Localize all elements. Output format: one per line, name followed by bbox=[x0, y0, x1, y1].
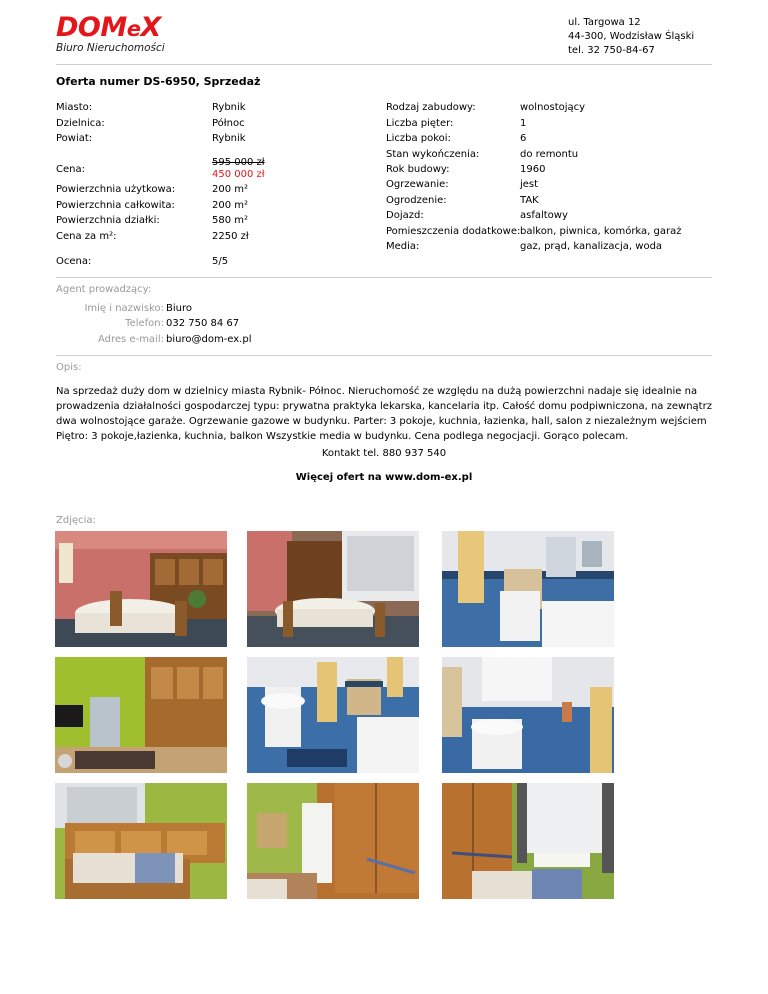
detail-label-district: Dzielnica: bbox=[56, 118, 105, 129]
detail-label-heating: Ogrzewanie: bbox=[386, 179, 449, 190]
detail-value-city: Rybnik bbox=[212, 102, 246, 113]
office-address bbox=[568, 16, 694, 58]
detail-value-utilities: gaz, prąd, kanalizacja, woda bbox=[520, 241, 663, 252]
header-divider bbox=[56, 64, 712, 65]
brand-logo bbox=[56, 14, 165, 54]
agent-phone: 032 750 84 67 bbox=[166, 318, 240, 329]
logo-tagline: Biuro Nieruchomości bbox=[56, 42, 165, 54]
photo-bathroom-1[interactable] bbox=[442, 531, 614, 647]
agent-phone-label: Telefon: bbox=[125, 318, 164, 329]
detail-label-utilities: Media: bbox=[386, 241, 420, 252]
photo-living-room-2[interactable] bbox=[247, 531, 419, 647]
detail-label-city: Miasto: bbox=[56, 102, 93, 113]
detail-value-year-built: 1960 bbox=[520, 164, 546, 175]
photo-bedroom-2[interactable] bbox=[55, 783, 227, 899]
photos-heading: Zdjęcia: bbox=[56, 515, 96, 526]
detail-label-extra-rooms: Pomieszczenia dodatkowe: bbox=[386, 226, 521, 237]
detail-label-year-built: Rok budowy: bbox=[386, 164, 450, 175]
detail-label-fence: Ogrodzenie: bbox=[386, 195, 447, 206]
detail-value-rooms: 6 bbox=[520, 133, 527, 144]
photo-bedroom-1[interactable] bbox=[55, 657, 227, 773]
new-price: 450 000 zł bbox=[212, 169, 265, 180]
detail-value-condition: do remontu bbox=[520, 149, 579, 160]
detail-value-county: Rybnik bbox=[212, 133, 246, 144]
price-label: Cena: bbox=[56, 164, 85, 175]
agent-email-label: Adres e-mail: bbox=[97, 334, 164, 345]
photo-bathroom-2[interactable] bbox=[247, 657, 419, 773]
detail-value-usable-area: 200 m² bbox=[212, 184, 249, 195]
photo-bedroom-3[interactable] bbox=[442, 783, 614, 899]
detail-value-fence: TAK bbox=[520, 195, 539, 206]
detail-value-extra-rooms: balkon, piwnica, komórka, garaż bbox=[520, 226, 682, 237]
address-street: ul. Targowa 12 bbox=[568, 17, 641, 28]
rating-label: Ocena: bbox=[56, 256, 92, 267]
photo-living-room-1[interactable] bbox=[55, 531, 227, 647]
offer-title: Oferta numer DS-6950, Sprzedaż bbox=[56, 75, 261, 88]
detail-label-county: Powiat: bbox=[56, 133, 93, 144]
agent-name: Biuro bbox=[166, 303, 192, 314]
detail-value-total-area: 200 m² bbox=[212, 200, 249, 211]
contact-phone-line: Kontakt tel. 880 937 540 bbox=[321, 448, 447, 459]
detail-value-access: asfaltowy bbox=[520, 210, 568, 221]
detail-label-floors: Liczba pięter: bbox=[386, 118, 454, 129]
detail-label-total-area: Powierzchnia całkowita: bbox=[56, 200, 175, 211]
photo-bathroom-3[interactable] bbox=[442, 657, 614, 773]
detail-label-price-per-m2: Cena za m²: bbox=[56, 231, 117, 242]
old-price: 595 000 zł bbox=[212, 157, 265, 168]
photo-hallway[interactable] bbox=[247, 783, 419, 899]
address-city: 44-300, Wodzisław Śląski bbox=[568, 31, 695, 42]
detail-label-condition: Stan wykończenia: bbox=[386, 149, 480, 160]
detail-label-access: Dojazd: bbox=[386, 210, 424, 221]
description-text: Na sprzedaż duży dom w dzielnicy miasta Rybnik- Północ. Nieruchomość ze względu na dużą powierzchni nadaje się idealnie na prowadzenia działalności gospodarczej typu: prywatna praktyka lekarska, kancelaria itp. Całość domu podpiwniczona, na zewnątrz dwa wolnostojące garaże. Ogrzewanie gazowe w budynku. Parter: 3 pokoje, kuchnia, łazienka, hall, salon z niezależnym wejściem Piętro: 3 pokoje,łazienka, kuchnia, balkon Wszystkie media w budynku. Cena podlega negocjacji. Gorąco polecam. bbox=[56, 386, 712, 442]
rating-value: 5/5 bbox=[212, 256, 229, 267]
detail-value-plot-area: 580 m² bbox=[212, 215, 249, 226]
logo-wordmark: DOMeX bbox=[56, 12, 161, 43]
detail-value-floors: 1 bbox=[520, 118, 527, 129]
detail-label-rooms: Liczba pokoi: bbox=[386, 133, 451, 144]
agent-email: biuro@dom-ex.pl bbox=[166, 334, 252, 345]
agent-name-label: Imię i nazwisko: bbox=[84, 303, 164, 314]
agent-divider bbox=[56, 355, 712, 356]
details-divider bbox=[56, 277, 712, 278]
more-offers-link[interactable]: Więcej ofert na www.dom-ex.pl bbox=[295, 472, 473, 483]
detail-value-heating: jest bbox=[520, 179, 539, 190]
detail-label-plot-area: Powierzchnia działki: bbox=[56, 215, 160, 226]
detail-label-building-type: Rodzaj zabudowy: bbox=[386, 102, 476, 113]
detail-label-usable-area: Powierzchnia użytkowa: bbox=[56, 184, 176, 195]
detail-value-building-type: wolnostojący bbox=[520, 102, 586, 113]
detail-value-district: Północ bbox=[212, 118, 245, 129]
description-heading: Opis: bbox=[56, 362, 82, 373]
detail-value-price-per-m2: 2250 zł bbox=[212, 231, 249, 242]
agent-heading: Agent prowadzący: bbox=[56, 284, 152, 295]
address-phone: tel. 32 750-84-67 bbox=[568, 45, 655, 56]
